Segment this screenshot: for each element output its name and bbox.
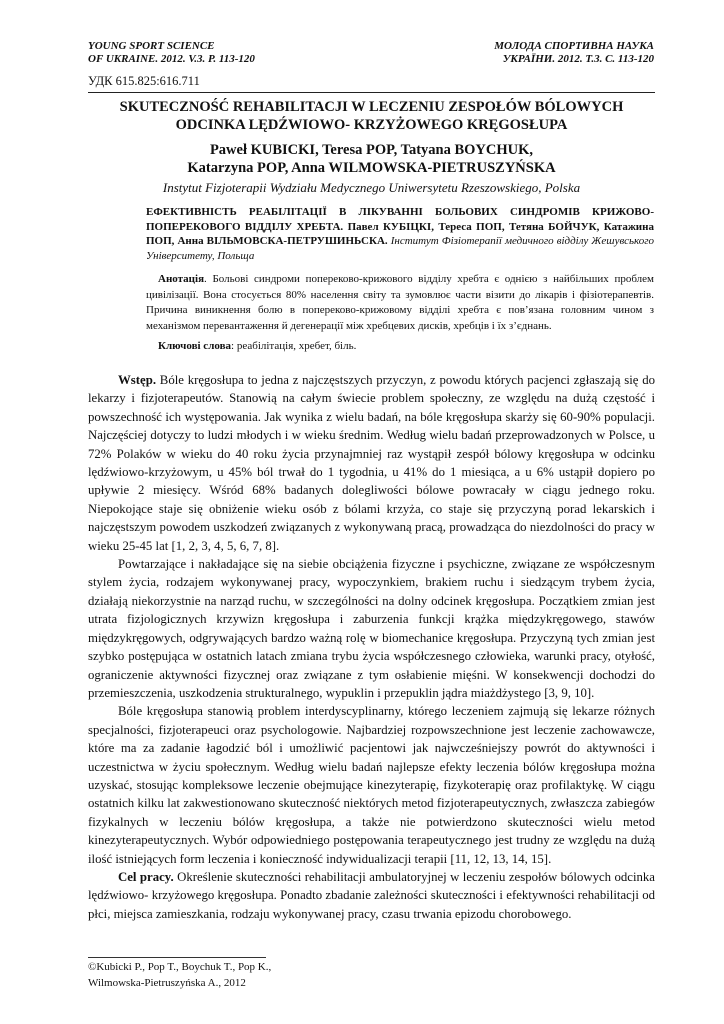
annotation-text: . Больові синдроми попереково-крижового відділу хребта є однією з найбільших проблем цивілізації. Вона стосується 80% населення світу та зумовлює части візити до лікарів і фізіотерапевтів. Причина виникнення болю в попереково-крижовому відділі хребта є пов’язана головним чином з механізмом перевантаження й дегенерації між хребцевих дисків, хребців і їх з’єднань. [146, 273, 654, 332]
keywords [158, 340, 356, 352]
article-title [88, 98, 655, 134]
ukrainian-authors: Павел КУБІЦКІ, Тереса ПОП, Тетяна БОЙЧУК, Катажина ПОП, Анна ВІЛЬМОВСКА-ПЕТРУШИНЬСКА. [146, 220, 654, 247]
udk-code: УДК 615.825:616.711 [88, 74, 200, 88]
paragraph-3: Bóle kręgosłupa stanowią problem interdyscyplinarny, którego leczeniem zajmują się lekarze różnych specjalności, fizjoterapeuci oraz psychologowie. Najbardziej rozpowszechnione jest leczenie zachowawcze, które ma za zadanie łagodzić ból i umożliwić pacjentowi jak najwcześniejszy powrót do aktywności i uczestnictwa w życiu społecznym. Według wielu badań najlepsze efekty leczenia bólów kręgosłupa można uzyskać, stosując kompleksowe leczenie obejmujące kinezyterapię, fizykoterapię oraz profilaktykę. W ciągu ostatnich kilku lat zakwestionowano skuteczność niektórych metod fizjoterapeutycznych, zwłaszcza zabiegów fizykalnych w leczeniu bólów kręgosłupa, a także nie potwierdzono skuteczności wielu metod kinezyterapeutycznych. Wybór odpowiedniego postępowania terapeutycznego jest trudny ze względu na dużą ilość istniejących form leczenia i konieczność indywidualizacji terapii [11, 12, 13, 14, 15]. [88, 704, 655, 866]
author-list-line1: Paweł KUBICKI, Teresa POP, Tatyana BOYCHUK, [209, 142, 534, 158]
paragraph-introduction [88, 371, 655, 555]
ukrainian-title: ЕФЕКТИВНІСТЬ РЕАБІЛІТАЦІЇ В ЛІКУВАННІ БОЛЬОВИХ СИНДРОМІВ КРИЖОВО-ПОПЕРЕКОВОГО ВІДДІЛУ ХРЕБТА. [146, 206, 654, 233]
affiliation: Instytut Fizjoterapii Wydziału Medycznego Uniwersytetu Rzeszowskiego, Polska [162, 180, 581, 195]
running-header-right [494, 40, 654, 66]
journal-name-ua: МОЛОДА СПОРТИВНА НАУКА [494, 40, 654, 52]
running-header-left [88, 40, 255, 66]
paragraph-aim [88, 868, 655, 923]
annotation [146, 272, 654, 334]
copyright-line1: ©Kubicki P., Pop T., Boychuk T., Pop K., [88, 961, 272, 973]
ukrainian-title-block [146, 205, 654, 263]
keywords-text: : реабілітація, хребет, біль. [231, 340, 357, 352]
copyright-footnote [88, 960, 271, 991]
introduction-text: Bóle kręgosłupa to jedna z najczęstszych przyczyn, z powodu których pacjenci zgłaszają się do lekarzy i fizjoterapeutów. Stanowią na całym świecie problem społeczny, ze względu na dużą częstość i powszechność ich występowania. Jak wynika z wielu badań, na bóle kręgosłupa skarży się 60-90% populacji. Najczęściej dotyczy to ludzi młodych i w wieku średnim. Według wielu badań przeprowadzonych w Polsce, u 72% Polaków w wieku do 40 roku życia przynajmniej raz wystąpił zespół bólowy kręgosłupa w odcinku lędźwiowo-krzyżowym, u 45% ból trwał do 1 tygodnia, u 41% do 1 miesiąca, a u 6% ustąpił dopiero po upływie 2 miesięcy. Wśród 68% badanych dolegliwości bólowe powracały w ciągu jednego roku. Niepokojące staje się obniżenie wieku osób z bólami krzyża, co staje się przyczyną porad lekarskich i najczęstszym powodem uszkodzeń związanych z wykonywaną pracą, prowadząca do niezdolności do pracy w wieku 25-45 lat [1, 2, 3, 4, 5, 6, 7, 8]. [88, 373, 655, 553]
author-list [88, 141, 655, 177]
article-title-line1: SKUTECZNOŚĆ REHABILITACJI W LECZENIU ZESPOŁÓW BÓLOWYCH [119, 99, 624, 115]
ukrainian-institute: Інститут Фізіотерапії медичного відділу Жешувського Університету, Польща [146, 235, 654, 262]
copyright-line2: Wilmowska-Pietruszyńska A., 2012 [88, 976, 246, 989]
journal-name-en: YOUNG SPORT SCIENCE [88, 40, 215, 52]
keywords-label: Ключові слова [158, 340, 232, 352]
header-divider [88, 92, 655, 93]
aim-label: Cel pracy. [118, 869, 174, 884]
introduction-label: Wstęp. [118, 373, 157, 387]
article-body [88, 371, 655, 923]
aim-text: Określenie skuteczności rehabilitacji ambulatoryjnej w leczeniu zespołów bólowych odcinka lędźwiowo- krzyżowego kręgosłupa. Ponadto zbadanie zależności skuteczności i efektywności rehabilitacji od płci, miejsca zamieszkania, rodzaju wykonywanej pracy, czasu trwania epizodu chorobowego. [88, 869, 655, 921]
annotation-label: Анотація [158, 273, 205, 285]
author-list-line2: Katarzyna POP, Anna WILMOWSKA-PIETRUSZYŃSKA [187, 160, 556, 176]
journal-issue-ua: УКРАЇНИ. 2012. Т.3. С. 113-120 [502, 53, 654, 65]
paragraph-2: Powtarzające i nakładające się na siebie obciążenia fizyczne i psychiczne, związane ze współczesnym stylem życia, rodzajem wykonywanej pracy, wypoczynkiem, brakiem ruchu i siedzącym trybem życia, działają niekorzystnie na narząd ruchu, w szczególności na dolny odcinek kręgosłupa. Początkiem zmian jest utrata fizjologicznych krzywizn kręgosłupa i zaburzenia funkcji krążka międzykręgowego, stawów międzykręgowych, odgrywających bardzo ważną rolę w biomechanice kręgosłupa. Przyczyną tych zmian jest szybko postępująca w ostatnich latach zmiana trybu życia współczesnego człowieka, warunki pracy, otyłość, ograniczenie aktywności fizycznej oraz związane z tym osłabienie mięśni. W konsekwencji dochodzi do przemieszczenia, uszkodzenia strukturalnego, wypuklin i przepuklin jądra miażdżystego [3, 9, 10]. [88, 557, 655, 700]
journal-issue-en: OF UKRAINE. 2012. V.3. P. 113-120 [88, 53, 255, 65]
footnote-divider [88, 957, 266, 958]
article-title-line2: ODCINKA LĘDŹWIOWO- KRZYŻOWEGO KRĘGOSŁUPA [175, 117, 568, 133]
